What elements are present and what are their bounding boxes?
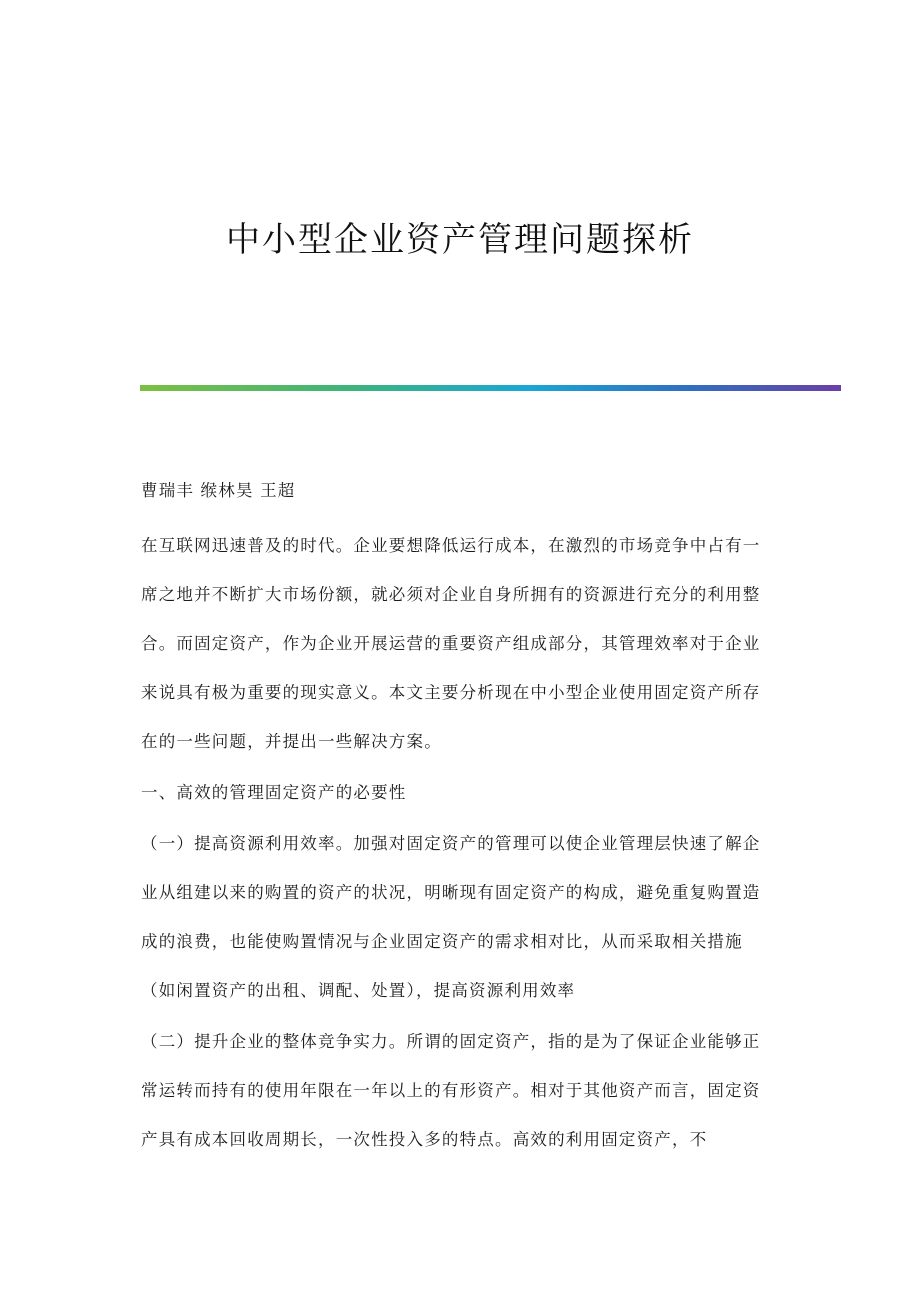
body-paragraph: （二）提升企业的整体竞争实力。所谓的固定资产，指的是为了保证企业能够正常运转而持有的使用年限在一年以上的有形资产。相对于其他资产而言，固定资产具有成本回收周期长，一次性投入多的特点。高效的利用固定资产，不 xyxy=(141,1032,761,1149)
body-paragraph: （一）提高资源利用效率。加强对固定资产的管理可以使企业管理层快速了解企业从组建以来的购置的资产的状况，明晰现有固定资产的构成，避免重复购置造成的浪费，也能使购置情况与企业固定资产的需求相对比，从而采取相关措施（如闲置资产的出租、调配、处置），提高资源利用效率 xyxy=(141,834,761,1000)
gradient-divider xyxy=(140,385,841,391)
document-title: 中小型企业资产管理问题探析 xyxy=(226,220,694,260)
document-body xyxy=(141,466,771,1166)
author-line: 曹瑞丰 缑林昊 王超 xyxy=(141,481,296,500)
abstract-paragraph: 在互联网迅速普及的时代。企业要想降低运行成本，在激烈的市场竞争中占有一席之地并不断扩大市场份额，就必须对企业自身所拥有的资源进行充分的利用整合。而固定资产，作为企业开展运营的重要资产组成部分，其管理效率对于企业来说具有极为重要的现实意义。本文主要分析现在中小型企业使用固定资产所存在的一些问题，并提出一些解决方案。 xyxy=(141,536,761,751)
section-heading: 一、高效的管理固定资产的必要性 xyxy=(141,783,407,802)
